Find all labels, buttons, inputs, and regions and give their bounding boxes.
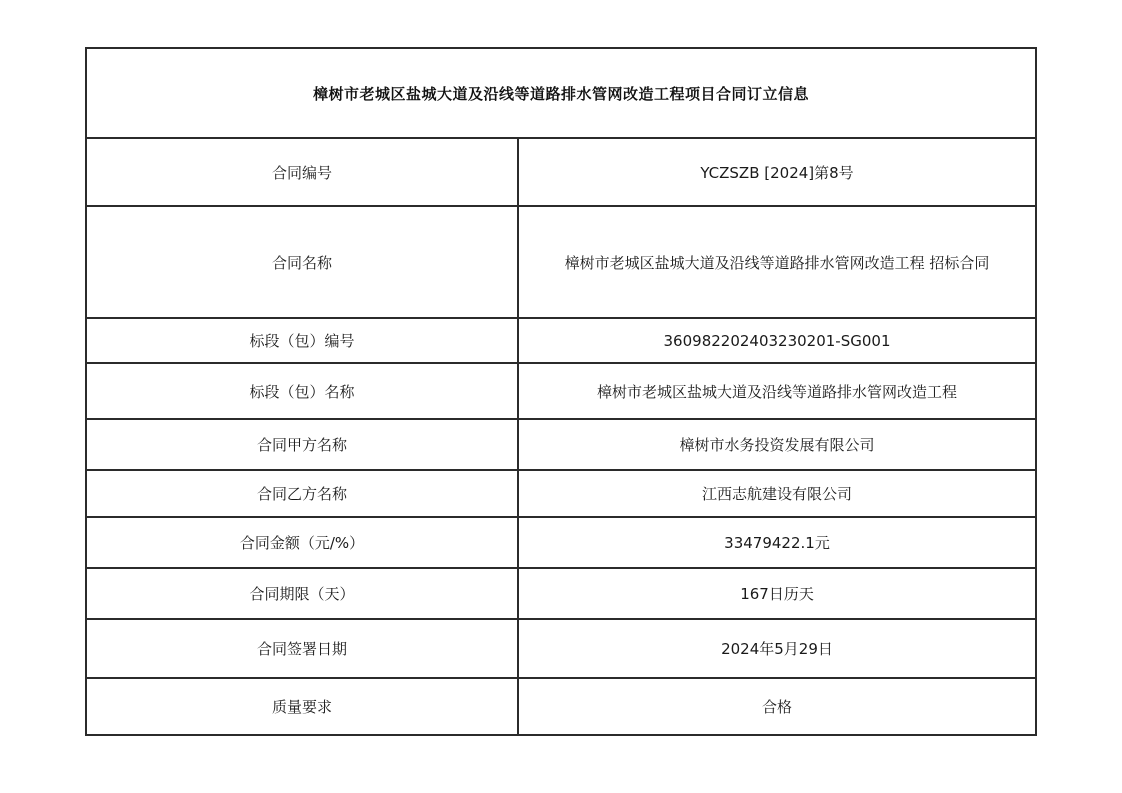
table-row-contract-number xyxy=(86,138,1036,206)
row-label: 标段（包）编号 xyxy=(86,318,518,363)
table-row-signing-date xyxy=(86,619,1036,678)
row-value: 360982202403230201-SG001 xyxy=(518,318,1036,363)
table-row-quality-requirement xyxy=(86,678,1036,735)
row-value: YCZSZB [2024]第8号 xyxy=(518,138,1036,206)
row-label: 合同签署日期 xyxy=(86,619,518,678)
row-value: 樟树市水务投资发展有限公司 xyxy=(518,419,1036,470)
table-row-contract-amount xyxy=(86,517,1036,568)
row-value: 合格 xyxy=(518,678,1036,735)
row-label: 质量要求 xyxy=(86,678,518,735)
table-row-section-name xyxy=(86,363,1036,419)
row-label: 标段（包）名称 xyxy=(86,363,518,419)
table-title-row xyxy=(86,48,1036,138)
row-label: 合同金额（元/%） xyxy=(86,517,518,568)
table-row-contract-name xyxy=(86,206,1036,318)
table-row-contract-period xyxy=(86,568,1036,619)
contract-info-table xyxy=(85,47,1037,736)
row-label: 合同甲方名称 xyxy=(86,419,518,470)
table-row-party-a xyxy=(86,419,1036,470)
document-title: 樟树市老城区盐城大道及沿线等道路排水管网改造工程项目合同订立信息 xyxy=(86,48,1036,138)
row-value: 167日历天 xyxy=(518,568,1036,619)
row-value: 2024年5月29日 xyxy=(518,619,1036,678)
table-row-section-number xyxy=(86,318,1036,363)
row-label: 合同乙方名称 xyxy=(86,470,518,517)
row-label: 合同期限（天） xyxy=(86,568,518,619)
table-row-party-b xyxy=(86,470,1036,517)
row-value: 33479422.1元 xyxy=(518,517,1036,568)
row-value: 樟树市老城区盐城大道及沿线等道路排水管网改造工程 招标合同 xyxy=(518,206,1036,318)
row-value: 樟树市老城区盐城大道及沿线等道路排水管网改造工程 xyxy=(518,363,1036,419)
row-label: 合同编号 xyxy=(86,138,518,206)
row-value: 江西志航建设有限公司 xyxy=(518,470,1036,517)
row-label: 合同名称 xyxy=(86,206,518,318)
